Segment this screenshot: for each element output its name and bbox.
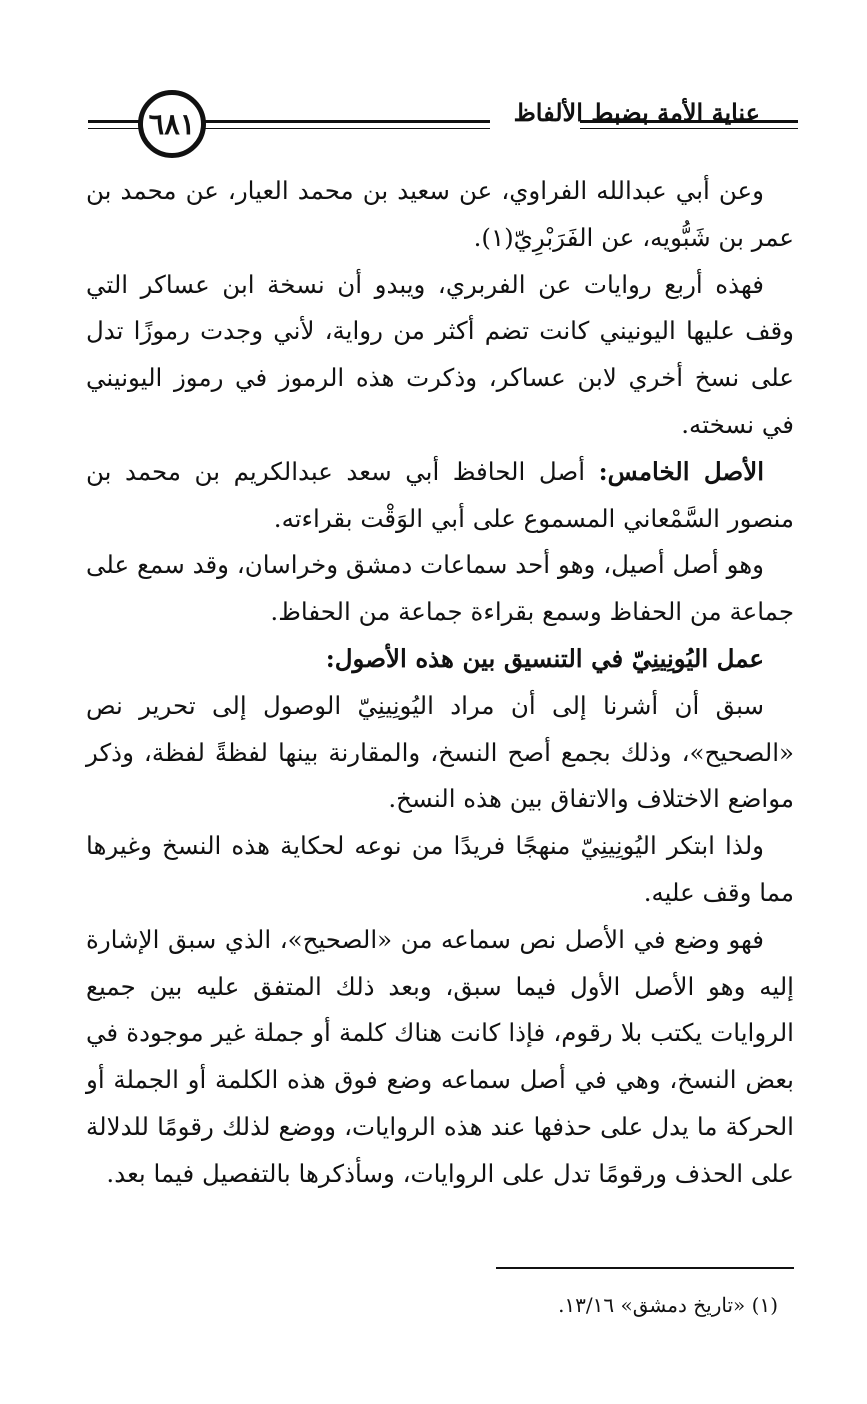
header-rule-middle xyxy=(200,120,490,129)
running-header xyxy=(80,86,796,168)
paragraph: وعن أبي عبدالله الفراوي، عن سعيد بن محمد العيار، عن محمد بن عمر بن شَبُّويه، عن الفَرَبْرِيّ(١). xyxy=(86,176,794,252)
paragraph: ولذا ابتكر اليُونِينِيّ منهجًا فريدًا من نوعه لحكاية هذه النسخ وغيرها مما وقف عليه. xyxy=(86,831,794,907)
paragraph: وهو أصل أصيل، وهو أحد سماعات دمشق وخراسان، وقد سمع على جماعة من الحفاظ وسمع بقراءة جماعة من الحفاظ. xyxy=(86,550,794,627)
section-heading: عمل اليُونِينِيّ في التنسيق بين هذه الأصول: xyxy=(325,643,764,673)
running-title: عناية الأمة بضبط الألفاظ xyxy=(513,98,760,127)
footnote-divider xyxy=(496,1267,794,1269)
paragraph: فهذه أربع روايات عن الفربري، ويبدو أن نسخة ابن عساكر التي وقف عليها اليونيني كانت تضم أكثر من رواية، لأني وجدت رموزًا تدل على نسخ أخري لابن عساكر، وذكرت هذه الرموز في رموز اليونيني في نسخته. xyxy=(86,269,794,439)
page-number: ٦٨١ xyxy=(138,90,206,158)
paragraph: الأصل الخامس: أصل الحافظ أبي سعد عبدالكريم بن محمد بن منصور السَّمْعاني المسموع على أبي الوَقْت بقراءته. xyxy=(86,456,794,533)
paragraph: سبق أن أشرنا إلى أن مراد اليُونِينِيّ الوصول إلى تحرير نص «الصحيح»، وذلك بجمع أصح النسخ، والمقارنة بينها لفظةً لفظة، وذكر مواضع الاختلاف والاتفاق بين هذه النسخ. xyxy=(86,690,794,814)
footnote: (١) «تاريخ دمشق» ١٣/١٦. xyxy=(558,1293,778,1317)
paragraph: فهو وضع في الأصل نص سماعه من «الصحيح»، الذي سبق الإشارة إليه وهو الأصل الأول فيما سبق، وبعد ذلك المتفق عليه بين جميع الروايات يكتب بلا رقوم، فإذا كانت هناك كلمة أو جملة غير موجودة في بعض النسخ، وهي في أصل سماعه وضع فوق هذه الكلمة أو الجملة أو الحركة ما يدل على حذفها عند هذه الروايات، ووضع لذلك رقومًا للدلالة على الحذف ورقومًا تدل على الروايات، وسأذكرها بالتفصيل فيما بعد. xyxy=(86,924,794,1188)
paragraph-lead: الأصل الخامس: xyxy=(598,456,764,486)
body-text xyxy=(86,168,794,1198)
